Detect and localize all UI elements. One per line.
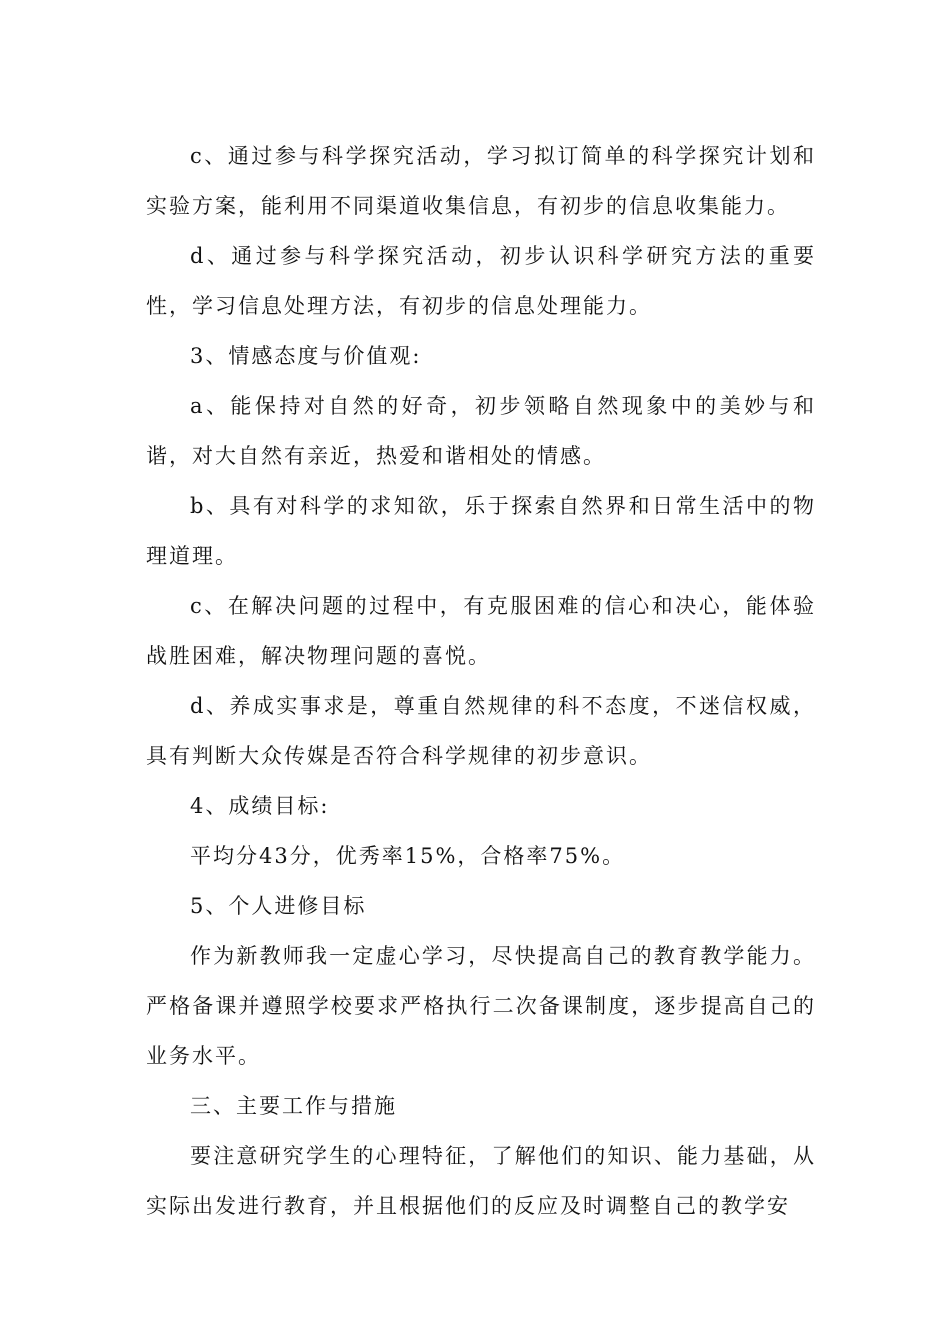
heading-personal-development: 5、个人进修目标 <box>190 894 367 918</box>
paragraph-score-values: 平均分43分，优秀率15%，合格率75%。 <box>190 844 626 868</box>
document-body <box>146 131 816 1231</box>
paragraph-thirst-for-knowledge: b、具有对科学的求知欲，乐于探索自然界和日常生活中的物理道理。 <box>146 494 816 568</box>
heading-score-targets: 4、成绩目标: <box>190 794 330 818</box>
paragraph-scientific-attitude: d、养成实事求是，尊重自然规律的科不态度，不迷信权威，具有判断大众传媒是否符合科学规律的初步意识。 <box>146 694 816 768</box>
heading-main-work-measures: 三、主要工作与措施 <box>190 1094 397 1118</box>
paragraph-new-teacher-plan: 作为新教师我一定虚心学习，尽快提高自己的教育教学能力。严格备课并遵照学校要求严格执行二次备课制度，逐步提高自己的业务水平。 <box>146 944 816 1068</box>
paragraph-curiosity-nature: a、能保持对自然的好奇，初步领略自然现象中的美妙与和谐，对大自然有亲近，热爱和谐相处的情感。 <box>146 394 816 468</box>
paragraph-information-processing: d、通过参与科学探究活动，初步认识科学研究方法的重要性，学习信息处理方法，有初步的信息处理能力。 <box>146 244 816 318</box>
heading-emotional-attitude-values: 3、情感态度与价值观: <box>190 344 422 368</box>
paragraph-inquiry-plan: c、通过参与科学探究活动，学习拟订简单的科学探究计划和实验方案，能利用不同渠道收集信息，有初步的信息收集能力。 <box>146 144 816 218</box>
paragraph-student-psychology: 要注意研究学生的心理特征，了解他们的知识、能力基础，从实际出发进行教育，并且根据他们的反应及时调整自己的教学安 <box>146 1144 816 1218</box>
paragraph-overcoming-difficulties: c、在解决问题的过程中，有克服困难的信心和决心，能体验战胜困难，解决物理问题的喜悦。 <box>146 594 816 668</box>
